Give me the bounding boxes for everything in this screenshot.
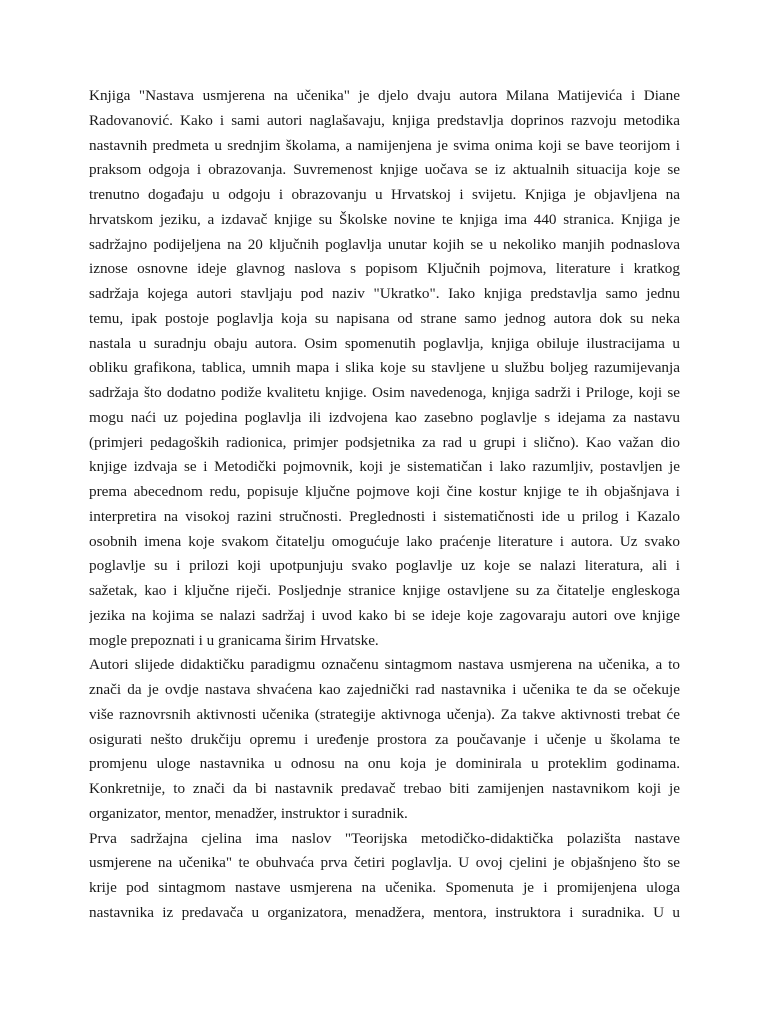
paragraph <box>89 84 680 653</box>
text-line: krije pod sintagmom nastave usmjerena na učenika. Spomenuta je i promijenjena uloga <box>89 879 680 896</box>
text-line: sadržaja što dodatno podiže kvalitetu knjige. Osim navedenoga, knjiga sadrži i Priloge, koji se <box>89 384 680 401</box>
text-line: prema abecednom redu, popisuje ključne pojmove koji čine kostur knjige te ih objašnjava i <box>89 483 680 500</box>
text-line: temu, ipak postoje poglavlja koja su napisana od strane samo jednog autora dok su neka <box>89 309 680 327</box>
text-line: nastavnika iz predavača u organizatora, menadžera, mentora, instruktora i suradnika. U u <box>89 903 680 921</box>
text-line: sadržajno podijeljena na 20 ključnih poglavlja unutar kojih se u nekoliko manjih podnaslova <box>89 235 680 253</box>
text-line: iznose osnovne ideje glavnog naslova s popisom Ključnih pojmova, literature i kratkog <box>89 260 680 278</box>
text-line: Radovanović. Kako i sami autori naglašavaju, knjiga predstavlja doprinos razvoju metodika <box>89 111 680 129</box>
text-line: više raznovrsnih aktivnosti učenika (strategije aktivnoga učenja). Za takve aktivnosti trebat će <box>89 705 680 723</box>
text-line: (primjeri pedagoških radionica, primjer podsjetnika za rad u grupi i slično). Kao važan dio <box>89 433 680 451</box>
text-line: Knjiga "Nastava usmjerena na učenika" je djelo dvaju autora Milana Matijevića i Diane <box>89 87 680 104</box>
text-line: Prva sadržajna cjelina ima naslov "Teorijska metodičko-didaktička polazišta nastave <box>89 829 680 847</box>
document-page <box>89 84 680 926</box>
text-line: promjenu uloge nastavnika u odnosu na onu koja je dominirala u proteklim godinama. <box>89 755 680 773</box>
text-line: usmjerene na učenika" te obuhvaća prva četiri poglavlja. U ovoj cjelini je objašnjeno što se <box>89 854 680 872</box>
text-line: knjige izdvaja se i Metodički pojmovnik, koji je sistematičan i lako razumljiv, postavljen je <box>89 458 680 476</box>
text-line: znači da je ovdje nastava shvaćena kao zajednički rad nastavnika i učenika te da se očekuje <box>89 681 680 698</box>
paragraph <box>89 827 680 926</box>
text-line: poglavlje su i prilozi koji upotpunjuju svako poglavlje uz koje se nalazi literatura, ali i <box>89 557 680 575</box>
text-line: interpretira na visokoj razini stručnosti. Preglednosti i sistematičnosti ide u prilog i Kazalo <box>89 507 680 525</box>
text-line: trenutno događaju u odgoju i obrazovanju u Hrvatskoj i svijetu. Knjiga je objavljena na <box>89 186 680 203</box>
text-line: sadržaja kojega autori stavljaju pod naziv "Ukratko". Iako knjiga predstavlja samo jednu <box>89 285 680 302</box>
text-line: osigurati nešto drukčiju opremu i uređenje prostora za poučavanje i učenje u školama te <box>89 730 680 748</box>
text-line: nastavnih predmeta u srednjim školama, a namijenjena je svima onima koji se bave teorijom i <box>89 136 680 154</box>
text-line: Konkretnije, to znači da bi nastavnik predavač trebao biti zamijenjen nastavnikom koji je <box>89 780 680 797</box>
text-line: osobnih imena koje svakom čitatelju omogućuje lako praćenje literature i autora. Uz svako <box>89 532 680 550</box>
text-line: nastala u suradnju obaju autora. Osim spomenutih poglavlja, knjiga obiluje ilustracijama u <box>89 334 680 352</box>
text-line: praksom odgoja i obrazovanja. Suvremenost knjige uočava se iz aktualnih situacija koje se <box>89 161 680 179</box>
paragraph <box>89 653 680 826</box>
text-line: mogle prepoznati i u granicama širim Hrvatske. <box>89 631 379 649</box>
text-line: mogu naći uz pojedina poglavlja ili izdvojena kao zasebno poglavlje s idejama za nastavu <box>89 408 680 426</box>
text-line: Autori slijede didaktičku paradigmu označenu sintagmom nastava usmjerena na učenika, a to <box>89 656 680 674</box>
text-line: hrvatskom jeziku, a izdavač knjige su Školske novine te knjiga ima 440 stranica. Knjiga je <box>89 210 680 228</box>
text-line: obliku grafikona, tablica, umnih mapa i slika koje su stavljene u službu boljeg razumijevanja <box>89 359 680 377</box>
text-line: organizator, mentor, menadžer, instruktor i suradnik. <box>89 804 408 822</box>
text-line: sažetak, kao i ključne riječi. Posljednje stranice knjige ostavljene su za čitatelje engleskoga <box>89 582 680 599</box>
text-line: jezika na kojima se nalazi sadržaj i uvod kako bi se ideje koje zagovaraju autori ove knjige <box>89 606 680 624</box>
